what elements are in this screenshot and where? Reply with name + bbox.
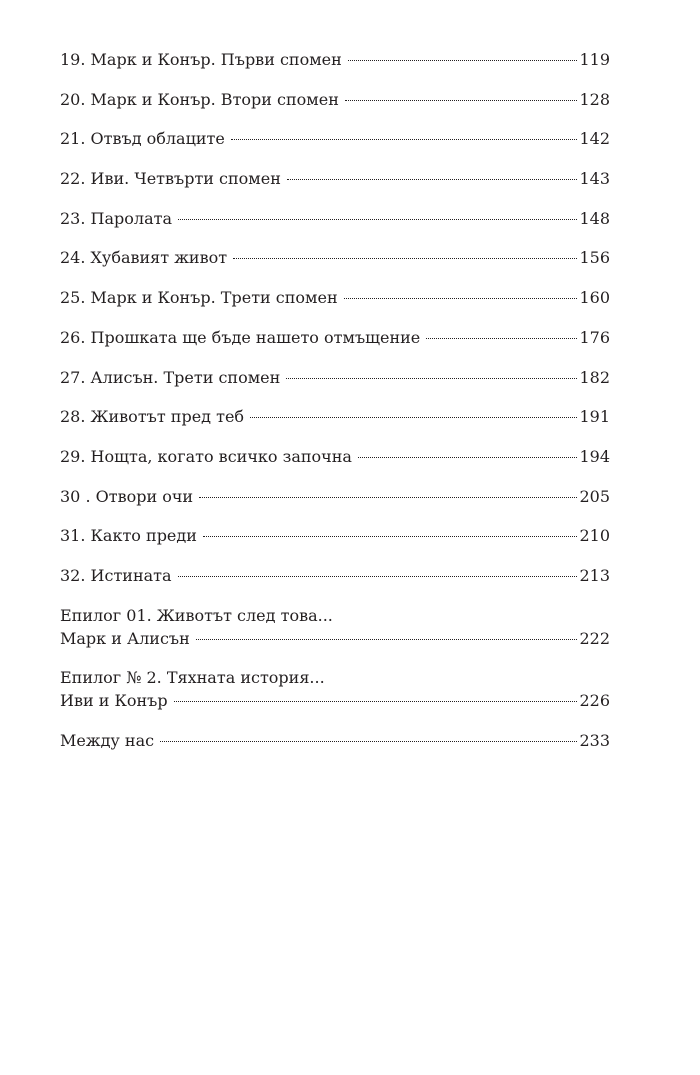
toc-entry-page: 143 <box>579 169 610 189</box>
toc-entry-title: 19. Марк и Конър. Първи спомен <box>60 50 342 69</box>
toc-entry-page: 160 <box>579 288 610 308</box>
toc-entry-title: 29. Нощта, когато всичко започна <box>60 446 352 466</box>
toc-entry-epilogue-1[interactable] <box>60 606 610 649</box>
toc-entry-page: 191 <box>579 407 610 427</box>
dot-leader <box>250 417 577 418</box>
table-of-contents <box>60 50 610 771</box>
toc-entry-title-line-2: Марк и Алисън <box>60 628 190 648</box>
dot-leader <box>199 497 577 498</box>
toc-entry-title: 32. Истината <box>60 565 172 585</box>
toc-entry-32[interactable] <box>60 566 610 586</box>
toc-entry-page: 222 <box>579 628 610 648</box>
dot-leader <box>178 576 578 577</box>
toc-entry-between-us[interactable] <box>60 731 610 751</box>
dot-leader <box>286 378 577 379</box>
dot-leader <box>178 219 577 220</box>
dot-leader <box>203 536 578 537</box>
toc-entry-page: 210 <box>579 526 610 546</box>
toc-entry-title: 24. Хубавият живот <box>60 248 228 268</box>
toc-entry-page: 142 <box>579 129 610 149</box>
toc-entry-title-line-2: Иви и Конър <box>60 691 168 711</box>
toc-entry-30[interactable] <box>60 487 610 507</box>
dot-leader <box>174 701 578 702</box>
toc-entry-page: 194 <box>579 446 610 466</box>
toc-entry-page: 233 <box>579 731 610 750</box>
toc-entry-title: 23. Паролата <box>60 208 172 228</box>
toc-entry-title: 21. Отвъд облаците <box>60 129 225 149</box>
toc-entry-page: 156 <box>579 248 610 268</box>
dot-leader <box>426 338 577 339</box>
toc-entry-title: 20. Марк и Конър. Втори спомен <box>60 89 339 109</box>
toc-entry-title-line-1: Епилог № 2. Тяхната история... <box>60 668 325 688</box>
dot-leader <box>160 741 577 742</box>
toc-entry-title-line-1: Епилог 01. Животът след това... <box>60 605 333 625</box>
toc-entry-title: 31. Както преди <box>60 526 197 546</box>
toc-entry-27[interactable] <box>60 368 610 388</box>
toc-entry-21[interactable] <box>60 129 610 149</box>
dot-leader <box>287 179 578 180</box>
toc-entry-page: 119 <box>579 50 610 69</box>
toc-entry-title: 28. Животът пред теб <box>60 407 245 427</box>
toc-entry-22[interactable] <box>60 169 610 189</box>
toc-entry-title: 25. Марк и Конър. Трети спомен <box>60 288 338 308</box>
toc-entry-29[interactable] <box>60 447 610 467</box>
toc-entry-28[interactable] <box>60 407 610 427</box>
dot-leader <box>344 298 578 299</box>
toc-entry-title: 26. Прошката ще бъде нашето отмъщение <box>60 327 421 347</box>
toc-entry-19[interactable] <box>60 50 610 70</box>
toc-entry-epilogue-2[interactable] <box>60 668 610 711</box>
toc-entry-24[interactable] <box>60 248 610 268</box>
toc-entry-25[interactable] <box>60 288 610 308</box>
toc-entry-26[interactable] <box>60 328 610 348</box>
toc-entry-title: 22. Иви. Четвърти спомен <box>60 169 281 189</box>
toc-entry-title: 27. Алисън. Трети спомен <box>60 367 281 387</box>
dot-leader <box>196 639 578 640</box>
toc-entry-page: 205 <box>579 486 610 506</box>
toc-entry-page: 148 <box>579 208 610 228</box>
toc-entry-title: Между нас <box>60 731 155 750</box>
toc-entry-20[interactable] <box>60 90 610 110</box>
toc-entry-page: 182 <box>579 367 610 387</box>
dot-leader <box>233 258 577 259</box>
toc-entry-31[interactable] <box>60 526 610 546</box>
toc-entry-page: 176 <box>579 327 610 347</box>
dot-leader <box>345 100 578 101</box>
dot-leader <box>231 139 578 140</box>
dot-leader <box>348 60 578 61</box>
toc-entry-page: 213 <box>579 565 610 585</box>
toc-entry-23[interactable] <box>60 209 610 229</box>
toc-entry-page: 226 <box>579 691 610 711</box>
dot-leader <box>358 457 578 458</box>
toc-entry-title: 30 . Отвори очи <box>60 486 194 506</box>
toc-entry-page: 128 <box>579 89 610 109</box>
